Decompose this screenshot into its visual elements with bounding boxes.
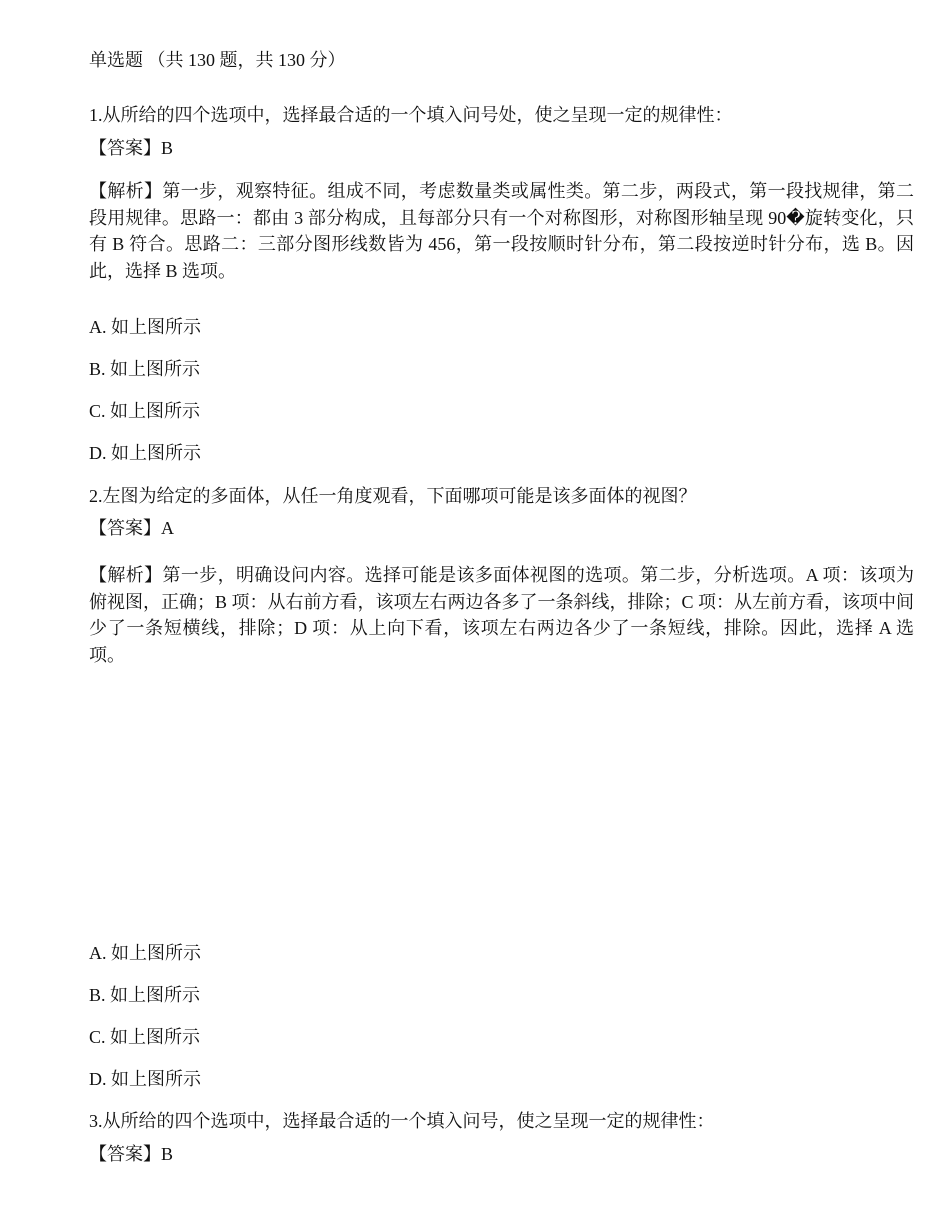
section-title: 单选题 （共 130 题，共 130 分） bbox=[89, 50, 346, 70]
question-1-answer: 【答案】B bbox=[89, 138, 174, 158]
analysis-text: 第一步，观察特征。组成不同，考虑数量类或属性类。第二步，两段式，第一段找规律，第二段用规律。思路一：都由 3 部分构成，且每部分只有一个对称图形，对称图形轴呈现 90�旋转变化，只有 B 符合。思路二：三部分图形线数皆为 456，第一段按顺时针分布，第二段按逆时针分布，选 B。因此，选择 B 选项。 bbox=[89, 181, 915, 281]
question-3-stem: 3.从所给的四个选项中，选择最合适的一个填入问号，使之呈现一定的规律性： bbox=[89, 1111, 715, 1131]
question-2-answer: 【答案】A bbox=[89, 518, 174, 538]
question-1-option-a: A. 如上图所示 bbox=[89, 317, 201, 337]
question-2-option-b: B. 如上图所示 bbox=[89, 985, 201, 1005]
question-2-stem: 2.左图为给定的多面体，从任一角度观看，下面哪项可能是该多面体的视图？ bbox=[89, 486, 697, 506]
analysis-tag: 【解析】 bbox=[89, 181, 163, 201]
question-2-option-d: D. 如上图所示 bbox=[89, 1069, 201, 1089]
question-2-analysis bbox=[89, 562, 914, 668]
question-3-answer: 【答案】B bbox=[89, 1144, 174, 1164]
question-1-option-d: D. 如上图所示 bbox=[89, 443, 201, 463]
question-2-figure-area bbox=[89, 680, 914, 930]
question-1-option-b: B. 如上图所示 bbox=[89, 359, 201, 379]
question-1-analysis bbox=[89, 178, 914, 284]
analysis-text: 第一步，明确设问内容。选择可能是该多面体视图的选项。第二步，分析选项。A 项：该项为俯视图，正确；B 项：从右前方看，该项左右两边各多了一条斜线，排除；C 项：从左前方看，该项中间少了一条短横线，排除；D 项：从上向下看，该项左右两边各少了一条短线，排除。因此，选择 A 选项。 bbox=[89, 565, 915, 665]
analysis-tag: 【解析】 bbox=[89, 565, 163, 585]
question-2-option-a: A. 如上图所示 bbox=[89, 943, 201, 963]
question-1-option-c: C. 如上图所示 bbox=[89, 401, 201, 421]
question-2-option-c: C. 如上图所示 bbox=[89, 1027, 201, 1047]
question-1-stem: 1.从所给的四个选项中，选择最合适的一个填入问号处，使之呈现一定的规律性： bbox=[89, 105, 733, 125]
